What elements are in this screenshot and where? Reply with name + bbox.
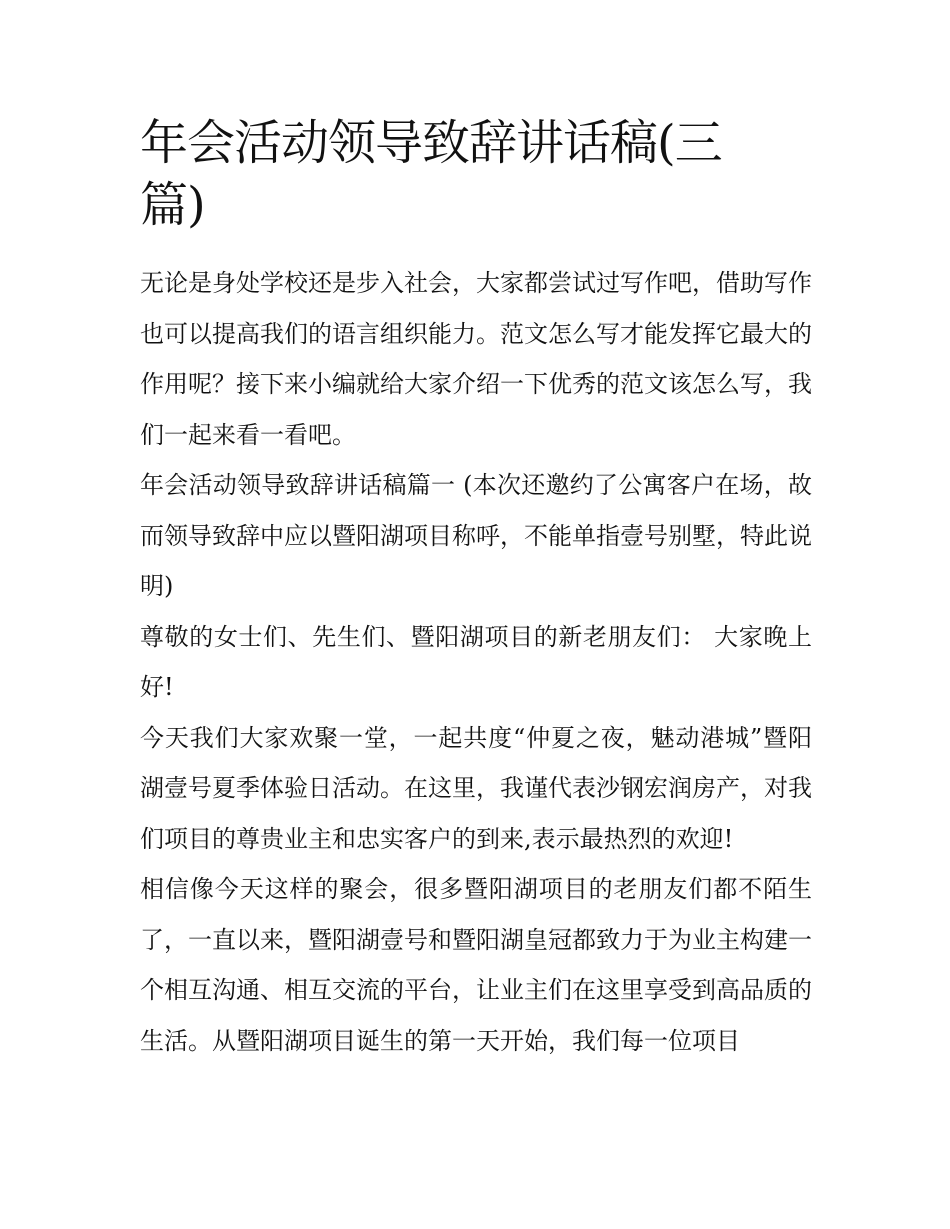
document-title: 年会活动领导致辞讲话稿(三篇) — [140, 115, 722, 233]
paragraph-welcome: 今天我们大家欢聚一堂，一起共度“仲夏之夜，魅动港城”暨阳湖壹号夏季体验日活动。在这里，我谨代表沙钢宏润房产，对我们项目的尊贵业主和忠实客户的到来,表示最热烈的欢迎! — [140, 723, 812, 853]
document-page — [140, 112, 812, 1066]
paragraph-intro: 无论是身处学校还是步入社会，大家都尝试过写作吧，借助写作也可以提高我们的语言组织能力。范文怎么写才能发挥它最大的作用呢？接下来小编就给大家介绍一下优秀的范文该怎么写，我们一起来看一看吧。 — [140, 269, 812, 449]
paragraph-gathering: 相信像今天这样的聚会，很多暨阳湖项目的老朋友们都不陌生了，一直以来，暨阳湖壹号和暨阳湖皇冠都致力于为业主构建一个相互沟通、相互交流的平台，让业主们在这里享受到高品质的生活。从暨阳湖项目诞生的第一天开始，我们每一位项目 — [140, 875, 812, 1055]
paragraph-greeting: 尊敬的女士们、先生们、暨阳湖项目的新老朋友们： 大家晚上好! — [140, 622, 812, 701]
document-body — [140, 258, 812, 1066]
paragraph-heading-part-one: 年会活动领导致辞讲话稿篇一 (本次还邀约了公寓客户在场，故而领导致辞中应以暨阳湖项目称呼，不能单指壹号别墅，特此说明) — [140, 471, 812, 600]
